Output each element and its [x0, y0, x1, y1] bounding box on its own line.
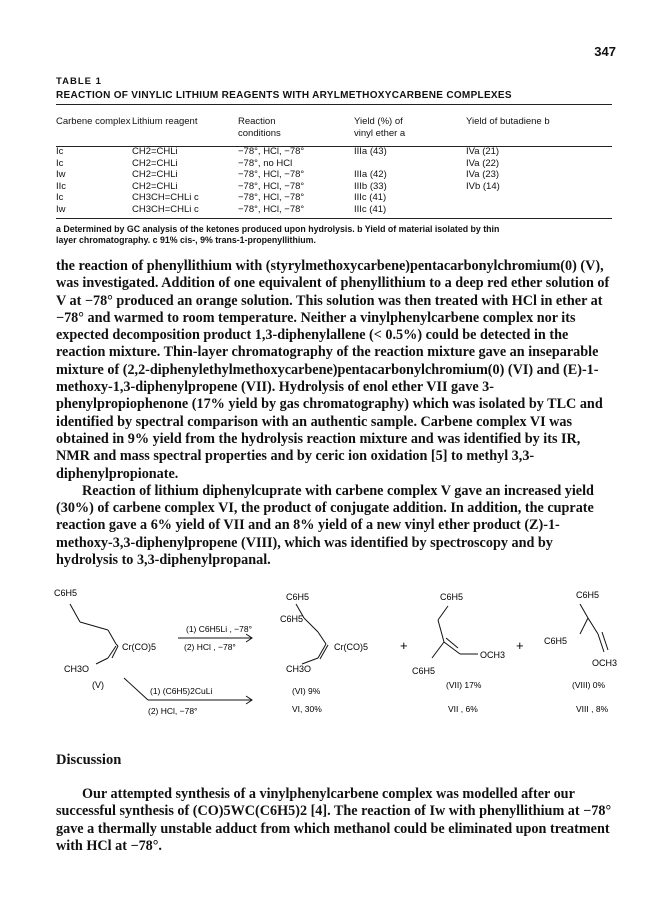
scheme-vi-phenyl-side: C6H5 [280, 614, 304, 624]
scheme-vi-phenyl-top: C6H5 [286, 592, 310, 602]
table-cell: −78°, HCl, −78° [238, 146, 305, 157]
paragraph-1: the reaction of phenyllithium with (styrylmethoxycarbene)pentacarbonylchromium(0) (V), was investigated. Addition of one equivalent of phenyllithium to a deep red ether solution of V at −78° produced an orange solution. This solution was then treated with HCl in ether at −78° and warmed to room temperature. Neither a vinylphenylcarbene complex nor its expected decomposition product 1,3-diphenylallene (< 0.5%) could be detected in the reaction mixture. Thin-layer chromatography of the reaction mixture gave an inseparable mixture of (2,2-diphenylethylmethoxycarbene)pentacarbonylchromium(0) (VI) and (E)-1-methoxy-1,3-diphenylpropene (VII). Hydrolysis of enol ether VII gave 3-phenylpropiophenone (17% yield by gas chromatography) which was isolated by TLC and identified by spectral comparison with an authentic sample. Carbene complex VI was obtained in 9% yield from the hydrolysis reaction mixture and was identified by its IR, NMR and mass spectral properties and by ceric ion oxidation [5] to methyl 3,3-diphenylpropionate. [56, 258, 610, 482]
scheme-vi-ch3o: CH3O [286, 664, 312, 674]
scheme-plus-2: + [516, 638, 524, 653]
table-cell: Ic [56, 192, 64, 204]
discussion-body [56, 786, 616, 855]
paragraph-2: Reaction of lithium diphenylcuprate with carbene complex V gave an increased yield (30%) of carbene complex VI, the product of conjugate addition. In addition, the cuprate reaction gave a 6% yield of VII and an 8% yield of a new vinyl ether product (Z)-1-methoxy-3,3-diphenylpropene (VIII), which was identified by spectroscopy and by hydrolysis to 3,3-diphenylpropanal. [56, 482, 594, 569]
table-row [56, 169, 612, 181]
data-table [56, 116, 612, 216]
table-header-row [56, 116, 612, 140]
reaction-scheme [0, 582, 672, 732]
table-cell: Iw [56, 169, 66, 181]
table-cell: −78°, HCl, −78° [238, 192, 305, 204]
scheme-vi-yield-b: VI, 30% [292, 704, 322, 714]
table-cell [466, 204, 612, 216]
table-cell: −78°, HCl, −78° [238, 203, 305, 215]
scheme-step3: (1) (C6H5)2CuLi [150, 686, 213, 696]
table-cell [466, 192, 612, 204]
table-cell: IVb (14) [466, 180, 500, 192]
table-cell: IVa (22) [466, 157, 500, 169]
scheme-step2: (2) HCl , −78° [184, 642, 236, 652]
scheme-step1: (1) C6H5Li , −78° [186, 624, 252, 634]
discussion-heading: Discussion [56, 752, 122, 768]
scheme-vi-cr: Cr(CO)5 [334, 642, 368, 652]
scheme-viii-phenyl-side: C6H5 [544, 636, 568, 646]
table-title: REACTION OF VINYLIC LITHIUM REAGENTS WITH ARYLMETHOXYCARBENE COMPLEXES [56, 90, 512, 101]
table-cell: CH2=CHLi [132, 169, 178, 181]
scheme-v-phenyl: C6H5 [54, 588, 78, 598]
scheme-viii-yield-b: VIII , 8% [576, 704, 609, 714]
scheme-vii-phenyl-bottom: C6H5 [412, 666, 436, 676]
scheme-vii-phenyl-top: C6H5 [440, 592, 464, 602]
table-cell: IIIa (42) [354, 169, 387, 181]
scheme-viii-yield: (VIII) 0% [572, 680, 606, 690]
table-cell: IIIc (41) [354, 192, 387, 204]
scheme-v-label: (V) [92, 680, 104, 690]
scheme-plus-1: + [400, 638, 408, 653]
discussion-paragraph: Our attempted synthesis of a vinylphenylcarbene complex was modelled after our successful synthesis of (CO)5WC(C6H5)2 [4]. The reaction of Iw with phenyllithium at −78° gave a thermally unstable adduct from which methanol could be eliminated upon treatment with HCl at −78°. [56, 786, 612, 854]
scheme-vii-och3: OCH3 [480, 650, 506, 660]
table-row [56, 158, 612, 170]
header-yield-vinyl-ether: Yield (%) of vinyl ether a [354, 116, 406, 139]
table-row [56, 192, 612, 204]
table-cell: Iw [56, 203, 66, 215]
table-cell: IIc [56, 180, 67, 192]
table-cell: −78°, HCl, −78° [238, 169, 305, 181]
header-yield-butadiene: Yield of butadiene b [466, 116, 550, 127]
table-footnote: a Determined by GC analysis of the ketones produced upon hydrolysis. b Yield of material isolated by thin layer chromatography. c 91% cis-, 9% trans-1-propenyllithium. [56, 224, 500, 245]
scheme-vii-yield-b: VII , 6% [448, 704, 478, 714]
page-number: 347 [594, 44, 616, 59]
table-cell: IVa (21) [466, 146, 500, 157]
table-body [56, 146, 612, 216]
body-text [56, 258, 616, 569]
table-cell: −78°, no HCl [238, 157, 293, 169]
scheme-v-ch3o: CH3O [64, 664, 90, 674]
table-bottom-rule [56, 218, 612, 219]
table-cell: CH2=CHLi [132, 180, 178, 192]
scheme-v-cr: Cr(CO)5 [122, 642, 156, 652]
table-cell: IIIa (43) [354, 146, 387, 157]
table-header-rule [56, 146, 612, 147]
scheme-viii-och3: OCH3 [592, 658, 618, 668]
table-label: TABLE 1 [56, 76, 102, 87]
scheme-viii-phenyl-top: C6H5 [576, 590, 600, 600]
scheme-step4: (2) HCl, −78° [148, 706, 198, 716]
table-cell: IIIb (33) [354, 180, 387, 192]
header-carbene-complex: Carbene complex [56, 116, 131, 127]
table-row [56, 146, 612, 158]
table-cell: Ic [56, 157, 64, 169]
table-row [56, 181, 612, 193]
scheme-vi-yield: (VI) 9% [292, 686, 321, 696]
scheme-vii-yield: (VII) 17% [446, 680, 482, 690]
header-reaction-conditions: Reaction conditions [238, 116, 281, 139]
table-cell: CH3CH=CHLi c [132, 203, 199, 215]
table-row [56, 204, 612, 216]
table-cell: CH2=CHLi [132, 157, 178, 169]
table-top-rule [56, 104, 612, 105]
table-cell: Ic [56, 146, 64, 157]
table-cell: IVa (23) [466, 169, 500, 181]
header-lithium-reagent: Lithium reagent [132, 116, 198, 127]
table-cell [354, 158, 466, 170]
table-cell: IIIc (41) [354, 203, 387, 215]
table-cell: −78°, HCl, −78° [238, 180, 305, 192]
table-cell: CH2=CHLi [132, 146, 178, 157]
table-cell: CH3CH=CHLi c [132, 192, 199, 204]
